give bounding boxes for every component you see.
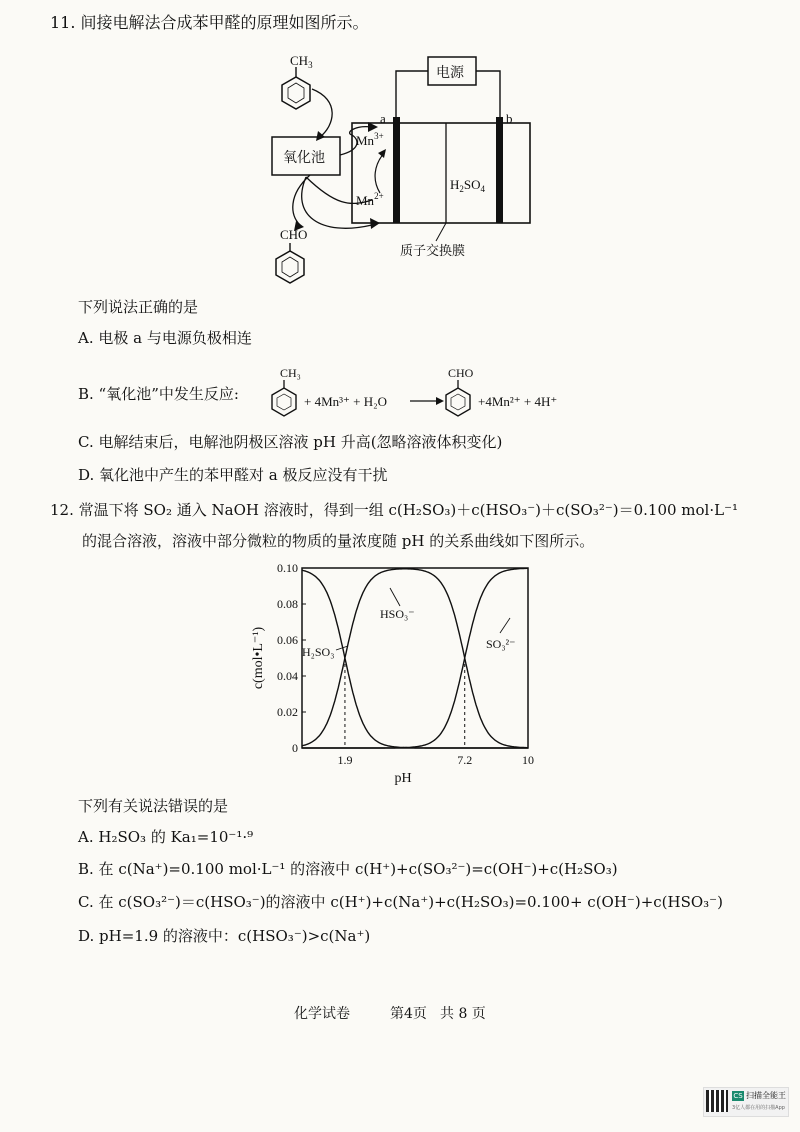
plot-frame [302,568,528,748]
membrane-label: 质子交换膜 [400,243,466,258]
scanner-logo: CS [733,1092,743,1100]
speciation-chart [240,558,550,790]
series-label-2: SO₃²⁻ [486,637,516,651]
h2so4-label: $H_2SO_4$ [450,177,486,194]
q12-option-b: B. 在 c(Na⁺)=0.100 mol·L⁻¹ 的溶液中 c(H⁺)+c(SO₃²⁻)=c(OH⁻)+c(H₂SO₃) [78,860,618,878]
y-axis-label: c(mol•L⁻¹) [251,626,266,690]
benzaldehyde-cho-label: CHO [280,227,308,242]
footer-page: 第4页 [390,1006,427,1022]
q11-option-a: A. 电极 a 与电源负极相连 [78,329,252,347]
q11-option-b-prefix: B. “氧化池”中发生反应: [78,385,239,403]
electrode-b-label: b [506,111,513,126]
footer-subject: 化学试卷 [294,1006,350,1022]
electrolysis-diagram [250,45,550,285]
toluene-ch3-label: $CH_3$ [290,53,313,70]
x-tick-label: 7.2 [457,753,473,767]
q12-stem-line2: 的混合溶液，溶液中部分微粒的物质的量浓度随 pH 的关系曲线如下图所示。 [82,532,595,550]
q12-stem-line1: 12. 常温下将 SO₂ 通入 NaOH 溶液时，得到一组 c(H₂SO₃)＋c(HSO₃⁻)＋c(SO₃²⁻)＝0.100 mol·L⁻¹ [50,501,739,519]
oxidation-pool-label: 氧化池 [283,151,325,166]
q11-question: 下列说法正确的是 [78,298,199,316]
q11-option-d: D. 氧化池中产生的苯甲醛对 a 极反应没有干扰 [78,466,388,484]
q12-option-c: C. 在 c(SO₃²⁻)＝c(HSO₃⁻)的溶液中 c(H⁺)+c(Na⁺)+c(H₂SO₃)=0.100+ c(OH⁻)+c(HSO₃⁻) [78,893,723,911]
toluene-icon [282,67,310,109]
b-reactants: + 4Mn³⁺ + H₂O [304,394,388,409]
b-cho-label: CHO [448,366,474,380]
q12-option-a: A. H₂SO₃ 的 Ka₁=10⁻¹·⁹ [78,828,254,846]
b-products: +4Mn²⁺ + 4H⁺ [478,394,558,409]
q11-option-b-reaction [262,366,592,422]
x-axis-label: pH [394,771,412,786]
y-tick-label: 0.04 [277,669,298,683]
b-toluene-icon [272,380,296,416]
x-tick-label: 1.9 [337,753,353,767]
y-tick-label: 0.02 [277,705,298,719]
electrode-a-label: a [380,111,386,126]
series-line-0 [302,570,528,748]
y-tick-label: 0 [292,741,298,755]
q11-option-c: C. 电解结束后，电解池阴极区溶液 pH 升高(忽略溶液体积变化) [78,433,503,451]
mn3-label: $Mn^{3+}$ [356,131,384,148]
series-leader-1 [390,588,400,606]
mn2-label: $Mn^{2+}$ [356,191,384,208]
series-leader-2 [500,618,510,633]
q12-question: 下列有关说法错误的是 [78,797,229,815]
y-tick-label: 0.10 [277,561,298,575]
x-tick-label: 10 [522,753,534,767]
series-line-2 [302,568,528,748]
electrode-b [496,117,503,223]
benzaldehyde-icon [276,243,304,283]
b-ch3-label: CH₃ [280,366,301,380]
power-source-label: 电源 [436,66,464,81]
qr-code-icon [706,1090,728,1112]
y-tick-label: 0.08 [277,597,298,611]
series-label-0: H₂SO₃ [302,645,335,659]
series-line-1 [302,569,528,748]
electrode-a [393,117,400,223]
series-label-1: HSO₃⁻ [380,607,415,621]
y-tick-label: 0.06 [277,633,298,647]
footer-total: 共 8 页 [440,1006,486,1022]
b-benzaldehyde-icon [446,380,470,416]
scanner-badge [703,1087,789,1117]
q12-option-d: D. pH=1.9 的溶液中：c(HSO₃⁻)>c(Na⁺) [78,927,371,945]
q11-stem: 11. 间接电解法合成苯甲醛的原理如图所示。 [50,13,369,32]
scanner-name: 扫描全能王 [746,1091,786,1100]
scanner-sub: 3亿人都在用的扫描App [732,1105,785,1111]
